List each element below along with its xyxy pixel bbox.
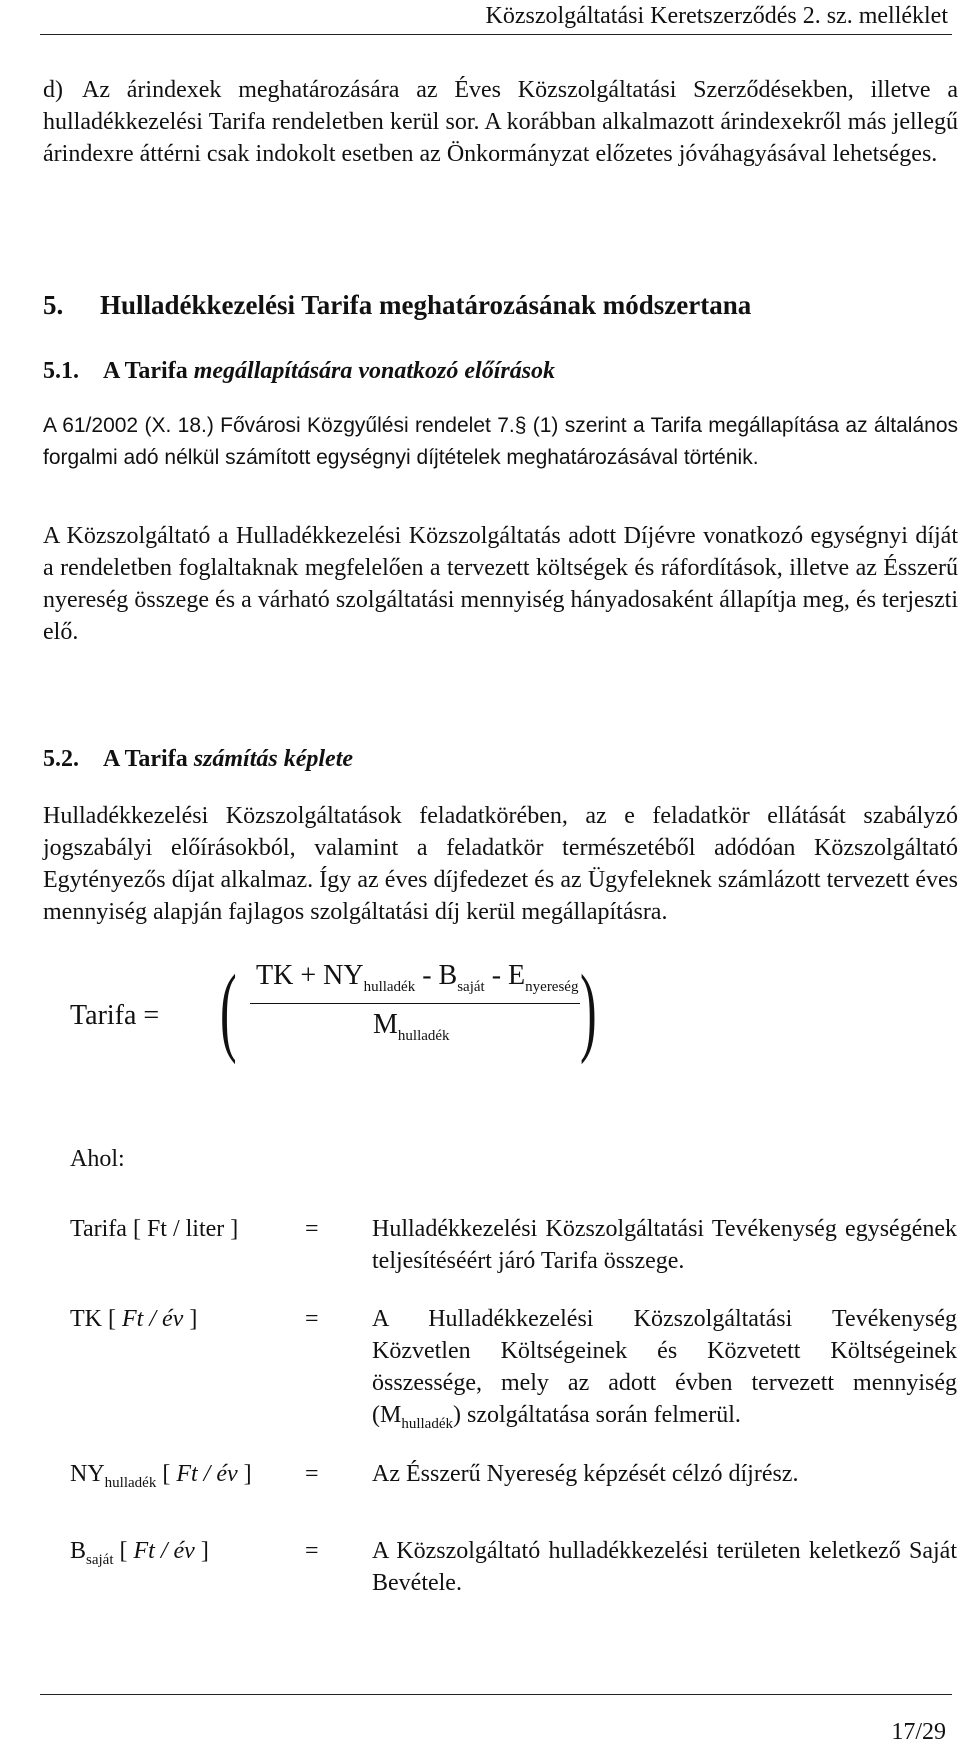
subsection-number-5-2: 5.2.	[43, 746, 79, 772]
paragraph-kozszolgaltato: A Közszolgáltató a Hulladékkezelési Közszolgáltatás adott Díjévre vonatkozó egységnyi díját a rendeletben foglaltaknak megfelelően a tervezett költségek és ráfordítások, illetve az Ésszerű nyereség összege és a várható szolgáltatási mennyiség hányadosaként állapítja meg, és terjeszti elő.	[43, 523, 958, 645]
formula-left-paren: (	[220, 954, 237, 1065]
subsection-title-plain-5-2: A Tarifa	[103, 746, 194, 772]
definition-text: Az Ésszerű Nyereség képzését célzó díjrész.	[372, 1461, 799, 1487]
subsection-title-plain-5-1: A Tarifa	[103, 358, 194, 384]
section-heading	[43, 288, 751, 322]
paragraph-rendelet: A 61/2002 (X. 18.) Fővárosi Közgyűlési rendelet 7.§ (1) szerint a Tarifa megállapítása az általános forgalmi adó nélkül számított egységnyi díjtételek meghatározásával történik.	[43, 414, 958, 469]
formula-e: - E	[484, 960, 526, 991]
equals-sign: =	[305, 1538, 319, 1564]
definition-term	[70, 1213, 238, 1245]
term-unit	[108, 1306, 197, 1332]
unit-value: Ft / év	[133, 1538, 195, 1564]
unit-open: [	[113, 1538, 134, 1564]
subsection-number-5-1: 5.1.	[43, 358, 79, 384]
subsection-heading-5-2	[43, 744, 353, 774]
paragraph-d-text: Az árindexek meghatározására az Éves Közszolgáltatási Szerződésekben, illetve a hulladékkezelési Tarifa rendeletben kerül sor. A korábban alkalmazott árindexekről más jellegű árindexre áttérni csak indokolt esetben az Önkormányzat előzetes jóváhagyásával lehetséges.	[43, 77, 958, 167]
unit-value: Ft / év	[176, 1461, 238, 1487]
unit-close: ]	[237, 1461, 252, 1487]
ahol-label: Ahol:	[70, 1146, 125, 1172]
formula-numerator	[256, 960, 578, 996]
formula-right-paren: )	[580, 954, 597, 1065]
formula-fraction-bar	[250, 1003, 580, 1004]
formula-m-sub: hulladék	[397, 1028, 450, 1044]
tarifa-formula	[70, 954, 610, 1080]
page-number: 17/29	[891, 1719, 946, 1745]
term-name: NY	[70, 1461, 105, 1487]
unit-close: ]	[183, 1306, 198, 1332]
equals-sign: =	[305, 1216, 319, 1242]
term-unit: [ Ft / liter ]	[132, 1216, 239, 1242]
section-title: Hulladékkezelési Tarifa meghatározásának módszertana	[100, 290, 752, 320]
subsection-heading-5-1	[43, 356, 555, 386]
term-name: Tarifa	[70, 1216, 127, 1242]
header-title: Közszolgáltatási Keretszerződés 2. sz. melléklet	[485, 3, 948, 29]
unit-open: [	[108, 1306, 122, 1332]
term-sub: saját	[86, 1552, 114, 1568]
definition-text-part: ) szolgáltatása során felmerül.	[453, 1402, 741, 1428]
formula-b: - B	[415, 960, 458, 991]
unit-open: [	[156, 1461, 177, 1487]
paragraph-d	[43, 74, 958, 170]
definition-term	[70, 1535, 209, 1576]
equals-sign: =	[305, 1461, 319, 1487]
unit-value: Ft / év	[122, 1306, 184, 1332]
term-name: TK	[70, 1306, 102, 1332]
formula-m: M	[373, 1009, 398, 1040]
unit-close: ]	[194, 1538, 209, 1564]
formula-tk-sub: hulladék	[363, 979, 416, 995]
definition-term	[70, 1458, 252, 1499]
formula-lhs: Tarifa =	[70, 1000, 160, 1031]
term-sub: hulladék	[104, 1475, 157, 1491]
definition-text	[372, 1303, 957, 1440]
definition-text-part: A Hulladékkezelési Közszolgáltatási Tevékenység Közvetlen Költségeinek és Közvetett Költségeinek összessége, mely az adott évben tervezett mennyiség (M	[372, 1306, 957, 1428]
definition-term	[70, 1303, 197, 1335]
term-unit	[156, 1461, 251, 1487]
term-name: B	[70, 1538, 87, 1564]
definition-text-sub: hulladék	[401, 1416, 453, 1432]
definition-text: A Közszolgáltató hulladékkezelési területen keletkező Saját Bevétele.	[372, 1538, 957, 1596]
section-number: 5.	[43, 290, 64, 320]
term-unit	[114, 1538, 209, 1564]
formula-denominator	[373, 1009, 450, 1045]
paragraph-formula-intro: Hulladékkezelési Közszolgáltatások feladatkörében, az e feladatkör ellátását szabályzó jogszabályi előírásokból, valamint a feladatkör természetéből adódóan Közszolgáltató Egytényezős díjat alkalmaz. Így az éves díjfedezet és az Ügyfeleknek számlázott tervezett éves mennyiség alapján fajlagos szolgáltatási díj kerül megállapításra.	[43, 803, 958, 925]
equals-sign: =	[305, 1306, 319, 1332]
formula-b-sub: saját	[457, 979, 485, 995]
subsection-title-italic-5-1: megállapítására vonatkozó előírások	[193, 358, 556, 384]
footer-rule	[40, 1694, 952, 1695]
paragraph-d-label: d)	[43, 77, 63, 103]
formula-e-sub: nyereség	[525, 979, 579, 995]
definition-text: Hulladékkezelési Közszolgáltatási Tevékenység egységének teljesítéséért járó Tarifa összege.	[372, 1216, 957, 1274]
subsection-title-italic-5-2: számítás képlete	[193, 746, 354, 772]
formula-tk: TK + NY	[256, 960, 364, 991]
header-rule	[40, 34, 952, 35]
